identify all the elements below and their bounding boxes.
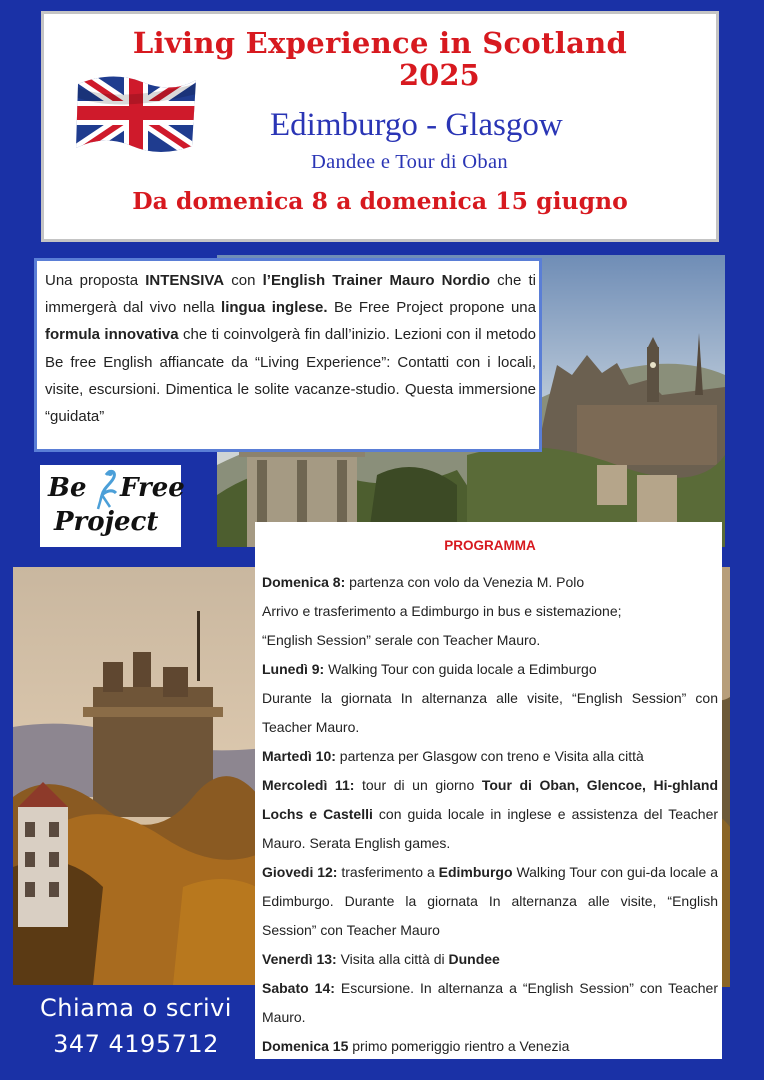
program-day-1-session: “English Session” serale con Teacher Mauro. xyxy=(262,632,541,648)
header-box xyxy=(41,11,719,242)
intro-text-box xyxy=(34,258,542,452)
program-day-5: Giovedi 12: trasferimento a Edimburgo Walking Tour con gui-da locale a Edimburgo. Durante la giornata In alternanza alle visite, “English Session” con Teacher Mauro xyxy=(262,864,719,938)
program-title: PROGRAMMA xyxy=(444,538,536,553)
edinburgh-castle-photo xyxy=(13,567,273,985)
contact-phone[interactable]: 347 4195712 xyxy=(53,1030,219,1058)
program-day-6: Venerdì 13: Visita alla città di Dundee xyxy=(262,951,500,967)
program-day-4: Mercoledì 11: tour di un giorno Tour di Oban, Glencoe, Hi-ghland Lochs e Castelli con guida locale in inglese e assistenza del Teacher Mauro. Serata English games. xyxy=(262,777,719,851)
program-day-2: Lunedì 9: Walking Tour con guida locale a Edimburgo xyxy=(262,661,597,677)
subtitle: Dandee e Tour di Oban xyxy=(311,151,508,173)
cities-heading: Edimburgo - Glasgow xyxy=(270,107,563,143)
title-line-1: Living Experience in Scotland xyxy=(132,26,628,60)
program-day-1-arrival: Arrivo e trasferimento a Edimburgo in bus e sistemazione; xyxy=(262,603,622,619)
logo-free: Free xyxy=(120,473,185,503)
program-day-2-detail: Durante la giornata In alternanza alle visite, “English Session” con Teacher Mauro. xyxy=(262,690,718,735)
program-box xyxy=(255,522,722,1059)
contact-block xyxy=(26,990,246,1062)
logo-project: Project xyxy=(54,507,159,537)
program-day-1: Domenica 8: partenza con volo da Venezia M. Polo xyxy=(262,574,585,590)
logo-be: Be xyxy=(48,473,87,503)
dates-heading: Da domenica 8 a domenica 15 giugno xyxy=(132,187,628,215)
title-year: 2025 xyxy=(399,58,480,92)
program-day-7: Sabato 14: Escursione. In alternanza a “English Session” con Teacher Mauro. xyxy=(262,980,718,1025)
union-jack-flag-icon xyxy=(72,70,200,156)
intro-text: Una proposta INTENSIVA con l’English Trainer Mauro Nordio che ti immergerà dal vivo nella lingua inglese. Be Free Project propone una formula innovativa che ti coinvolgerà fin dall’inizio. Lezioni con il metodo Be free English affiancate da “Living Experience”: Contatti con i locali, visite, escursioni. Dimentica le solite vacanze-studio. Questa immersione “guidata” xyxy=(45,272,536,426)
program-day-3: Martedì 10: partenza per Glasgow con treno e Visita alla città xyxy=(262,748,644,764)
be-free-project-logo xyxy=(40,465,185,547)
contact-label: Chiama o scrivi xyxy=(40,994,232,1022)
program-day-8: Domenica 15 primo pomeriggio rientro a Venezia xyxy=(262,1038,570,1054)
